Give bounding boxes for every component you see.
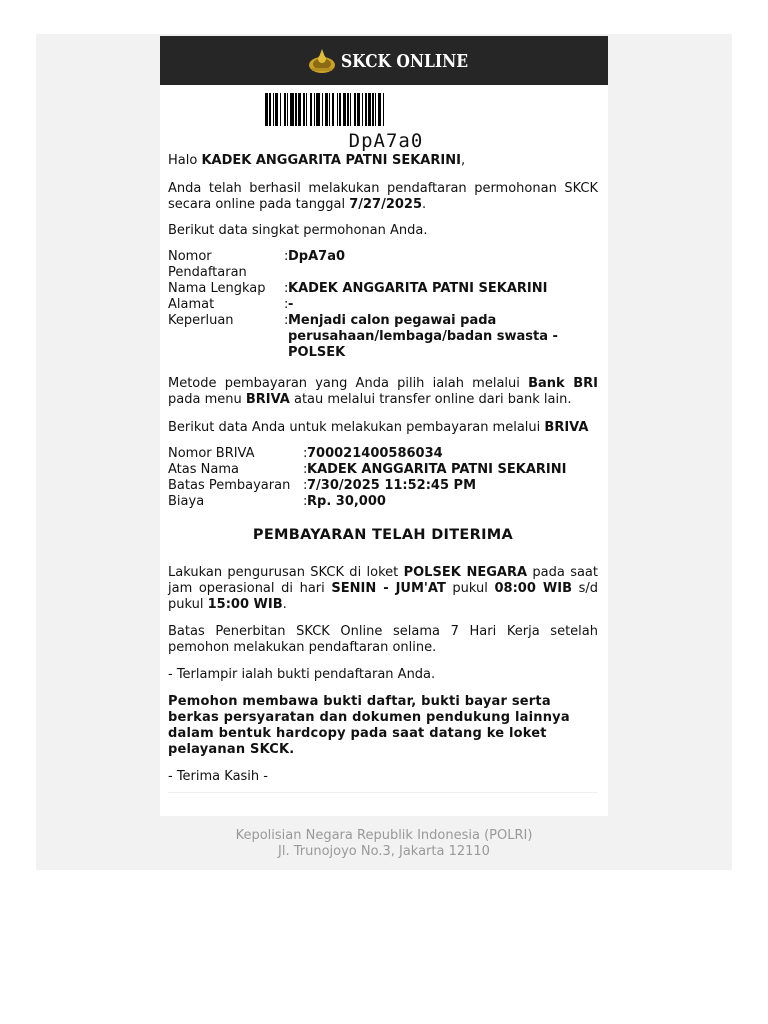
barcode-bar (343, 93, 346, 126)
brand-title: SKCK ONLINE (341, 50, 469, 72)
barcode-bar (354, 93, 356, 126)
summary-heading: Berikut data singkat permohonan Anda. (168, 223, 428, 238)
summary-value: DpA7a0 (288, 249, 346, 264)
applicant-name: KADEK ANGGARITA PATNI SEKARINI (201, 153, 461, 168)
payment-value: Rp. 30,000 (307, 494, 386, 509)
email-body (168, 153, 598, 785)
summary-label: Nomor Pendaftaran (168, 249, 247, 280)
barcode-bar (314, 93, 315, 126)
polri-emblem-icon (307, 47, 337, 75)
barcode-bar (322, 93, 323, 126)
payment-value: KADEK ANGGARITA PATNI SEKARINI (307, 462, 567, 477)
barcode-bars (265, 93, 505, 129)
footer (36, 828, 732, 860)
barcode-bar (368, 93, 371, 126)
payment-label: Biaya (168, 494, 205, 509)
barcode-bar (287, 93, 288, 126)
barcode-bar (325, 93, 328, 126)
barcode-bar (372, 93, 374, 126)
brand (307, 45, 489, 77)
barcode-bar (329, 93, 330, 126)
payment-value: 700021400586034 (307, 446, 443, 461)
summary-value: - (288, 297, 294, 312)
barcode-bar (290, 93, 294, 126)
payment-heading: Berikut data Anda untuk melakukan pembayaran melalui BRIVA (168, 420, 589, 435)
payment-table: Nomor BRIVA : 700021400586034 Atas Nama : KADEK ANGGARITA PATNI SEKARINI Batas Pembayaran : 7/30/2025 11:52:45 PM Biaya : Rp. 30,000 (168, 446, 598, 510)
registration-date: 7/27/2025 (349, 197, 423, 212)
barcode-bar (332, 93, 334, 126)
barcode-bar (306, 93, 307, 126)
footer-address: Jl. Trunojoyo No.3, Jakarta 12110 (278, 844, 490, 859)
closing-text: - Terima Kasih - (168, 769, 268, 784)
summary-label: Nama Lengkap (168, 281, 266, 296)
barcode-bar (362, 93, 363, 126)
divider (168, 792, 598, 793)
payment-label: Batas Pembayaran (168, 478, 291, 493)
payment-value: 7/30/2025 11:52:45 PM (307, 478, 476, 493)
barcode-bar (339, 93, 341, 126)
barcode-bar (337, 93, 338, 126)
barcode-bar (280, 93, 281, 126)
header-bar (160, 36, 608, 85)
payment-label: Nomor BRIVA (168, 446, 255, 461)
barcode-bar (273, 93, 274, 126)
barcode-bar (303, 93, 305, 126)
barcode-bar (310, 93, 312, 126)
summary-value: KADEK ANGGARITA PATNI SEKARINI (288, 281, 548, 296)
barcode-bar (298, 93, 301, 126)
barcode-bar (295, 93, 297, 126)
email-card (160, 36, 608, 816)
payment-label: Atas Nama (168, 462, 239, 477)
attachment-note: - Terlampir ialah bukti pendaftaran Anda. (168, 667, 436, 682)
barcode-bar (269, 93, 271, 126)
barcode-bar (357, 93, 360, 126)
email-background (36, 34, 732, 870)
summary-table: Nomor Pendaftaran : DpA7a0 Nama Lengkap : KADEK ANGGARITA PATNI SEKARINI Alamat : - Keperluan : Menjadi calon pegawai pada perusahaan/lembaga/badan swasta - POLSEK (168, 249, 598, 361)
barcode-bar (275, 93, 278, 126)
barcode-bar (383, 93, 384, 126)
summary-label: Keperluan (168, 313, 234, 328)
barcode-bar (378, 93, 381, 126)
barcode-bar (350, 93, 351, 126)
barcode-bar (265, 93, 268, 126)
barcode-bar (284, 93, 286, 126)
barcode-bar (375, 93, 376, 126)
instructions-text: Lakukan pengurusan SKCK di loket POLSEK NEGARA pada saat jam operasional di hari SENIN - JUM'AT pukul 08:00 WIB s/d pukul 15:00 WIB. (168, 565, 598, 612)
payment-method-text: Metode pembayaran yang Anda pilih ialah melalui Bank BRI pada menu BRIVA atau melalui transfer online dari bank lain. (168, 376, 598, 407)
summary-label: Alamat (168, 297, 215, 312)
barcode-bar (316, 93, 320, 126)
payment-status: PEMBAYARAN TELAH DITERIMA (252, 527, 514, 543)
barcode-bar (365, 93, 367, 126)
summary-value: Menjadi calon pegawai pada perusahaan/lembaga/badan swasta - POLSEK (288, 313, 558, 360)
barcode-code: DpA7a0 (348, 130, 424, 152)
barcode-bar (347, 93, 349, 126)
intro-text: Anda telah berhasil melakukan pendaftaran permohonan SKCK secara online pada tanggal 7/27/2025. (168, 181, 598, 212)
footer-org: Kepolisian Negara Republik Indonesia (POLRI) (235, 828, 533, 843)
greeting: Halo KADEK ANGGARITA PATNI SEKARINI, (168, 153, 466, 168)
deadline-text: Batas Penerbitan SKCK Online selama 7 Hari Kerja setelah pemohon melakukan pendaftaran online. (168, 624, 598, 655)
bring-documents-note: Pemohon membawa bukti daftar, bukti bayar serta berkas persyaratan dan dokumen pendukung lainnya dalam bentuk hardcopy pada saat datang ke loket pelayanan SKCK. (168, 694, 570, 757)
